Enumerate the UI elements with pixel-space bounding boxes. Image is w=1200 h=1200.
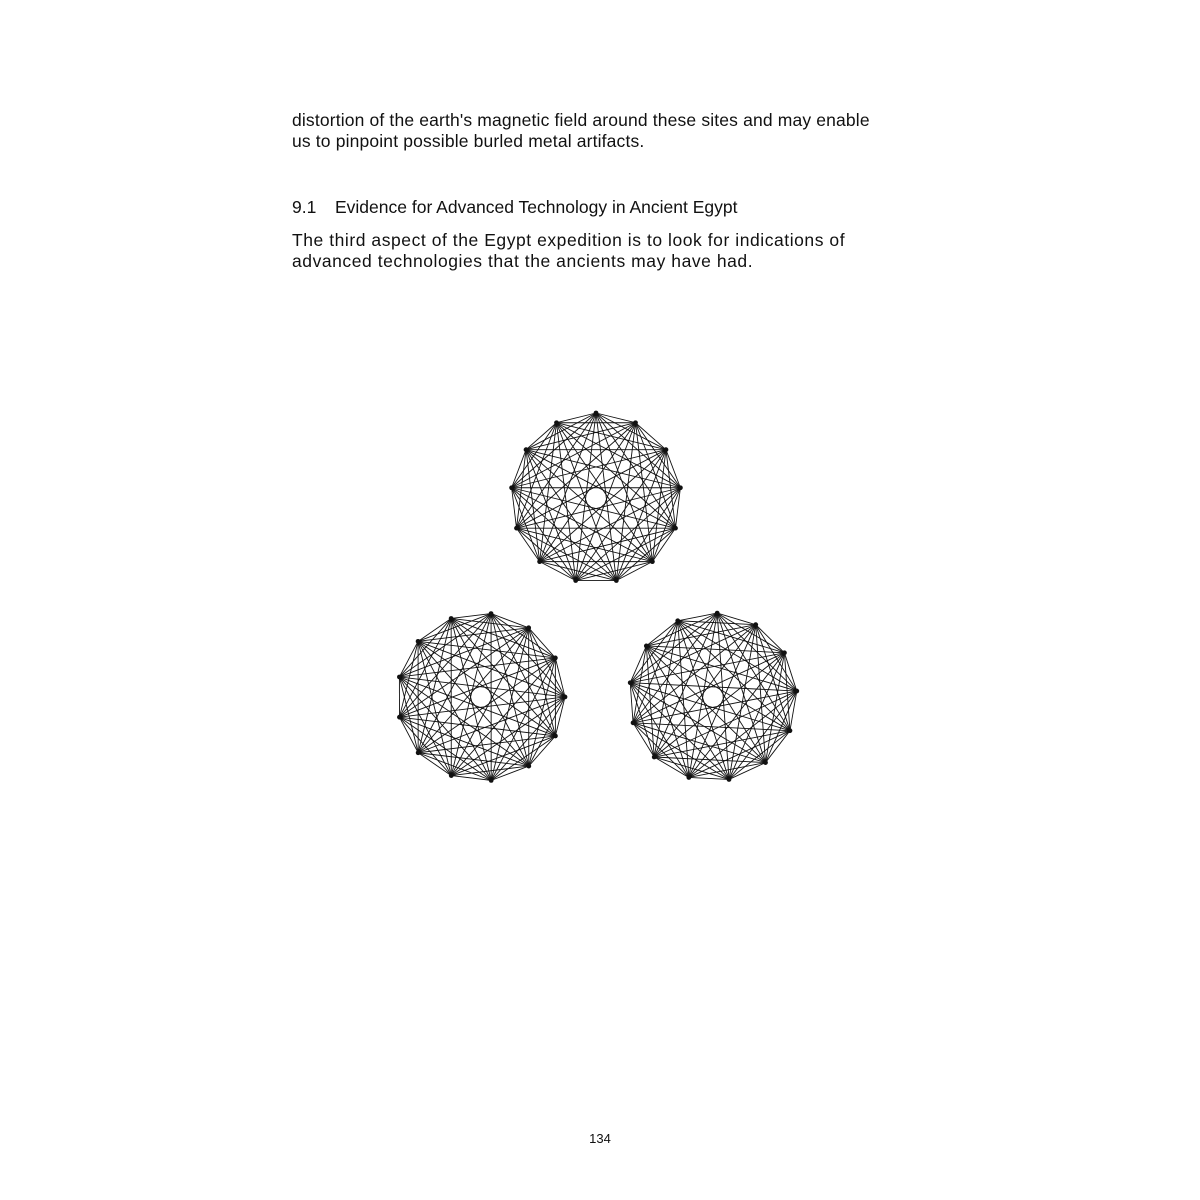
polygon-vertex (416, 639, 421, 644)
complete-polygon-bottom-right (628, 611, 799, 782)
polygon-vertex (537, 559, 542, 564)
polygon-edge (689, 731, 790, 778)
polygon-vertex (650, 559, 655, 564)
polygon-vertex (715, 611, 720, 616)
polygon-edge (756, 625, 790, 731)
polygon-vertex (652, 755, 657, 760)
polygon-edge (717, 613, 790, 731)
polygon-edge (765, 691, 796, 763)
polygon-vertex (614, 578, 619, 583)
polygon-edge (451, 618, 491, 780)
polygon-vertex (509, 485, 514, 490)
polygon-vertex (563, 695, 568, 700)
polygon-vertex (675, 618, 680, 623)
polygon-vertex (554, 420, 559, 425)
polygon-vertex (553, 734, 558, 739)
polygon-vertex (573, 578, 578, 583)
polygon-vertex (524, 447, 529, 452)
polygon-vertex (782, 650, 787, 655)
polygon-edge (756, 625, 797, 691)
polygon-vertex (449, 616, 454, 621)
polygon-vertex (416, 750, 421, 755)
polygon-vertex (631, 720, 636, 725)
polygon-vertex (644, 643, 649, 648)
polygon-edge (654, 653, 784, 757)
polygon-vertex (628, 680, 633, 685)
polygon-vertex (633, 420, 638, 425)
polygon-edge (729, 653, 784, 780)
polygon-vertex (449, 773, 454, 778)
polygon-vertex (763, 760, 768, 765)
section-number: 9.1 (292, 197, 317, 217)
paragraph-line: The third aspect of the Egypt expedition is to look for indications of (292, 230, 846, 250)
polygon-edge (451, 614, 491, 776)
section-title: Evidence for Advanced Technology in Ancient Egypt (335, 197, 738, 217)
polygon-vertex (397, 715, 402, 720)
polygon-vertex (794, 689, 799, 694)
polygon-vertex (594, 411, 599, 416)
polygon-vertex (397, 675, 402, 680)
polygon-vertex (489, 611, 494, 616)
polygon-edge (646, 646, 654, 757)
polygon-vertex (673, 526, 678, 531)
complete-polygon-top (509, 411, 683, 583)
complete-polygon-bottom-left (397, 611, 567, 783)
polygon-edge (512, 488, 676, 528)
polygon-vertex (526, 764, 531, 769)
polygon-edge (678, 613, 717, 621)
polygon-vertex (788, 728, 793, 733)
polygon-vertex (727, 777, 732, 782)
polygon-vertex (553, 656, 558, 661)
polygon-vertex (753, 622, 758, 627)
polygon-vertex (678, 485, 683, 490)
polygon-edge (654, 625, 755, 757)
paragraph-line: advanced technologies that the ancients may have had. (292, 251, 754, 271)
polygon-vertex (489, 778, 494, 783)
polygon-vertex (526, 625, 531, 630)
polygon-edge (784, 653, 790, 731)
polygon-edge (654, 621, 678, 757)
polygon-edge (678, 621, 797, 691)
polygon-edge (517, 488, 681, 528)
paragraph-line: distortion of the earth's magnetic field around these sites and may enable (292, 110, 870, 130)
polygon-vertex (664, 447, 669, 452)
paragraph-line: us to pinpoint possible burled metal artifacts. (292, 131, 645, 151)
page-number: 134 (589, 1131, 611, 1146)
polygon-edge (790, 691, 797, 731)
polygon-edge (630, 683, 633, 723)
polygon-edge (646, 646, 790, 731)
polygon-edge (633, 723, 729, 780)
polygon-vertex (686, 775, 691, 780)
polygon-vertex (514, 526, 519, 531)
